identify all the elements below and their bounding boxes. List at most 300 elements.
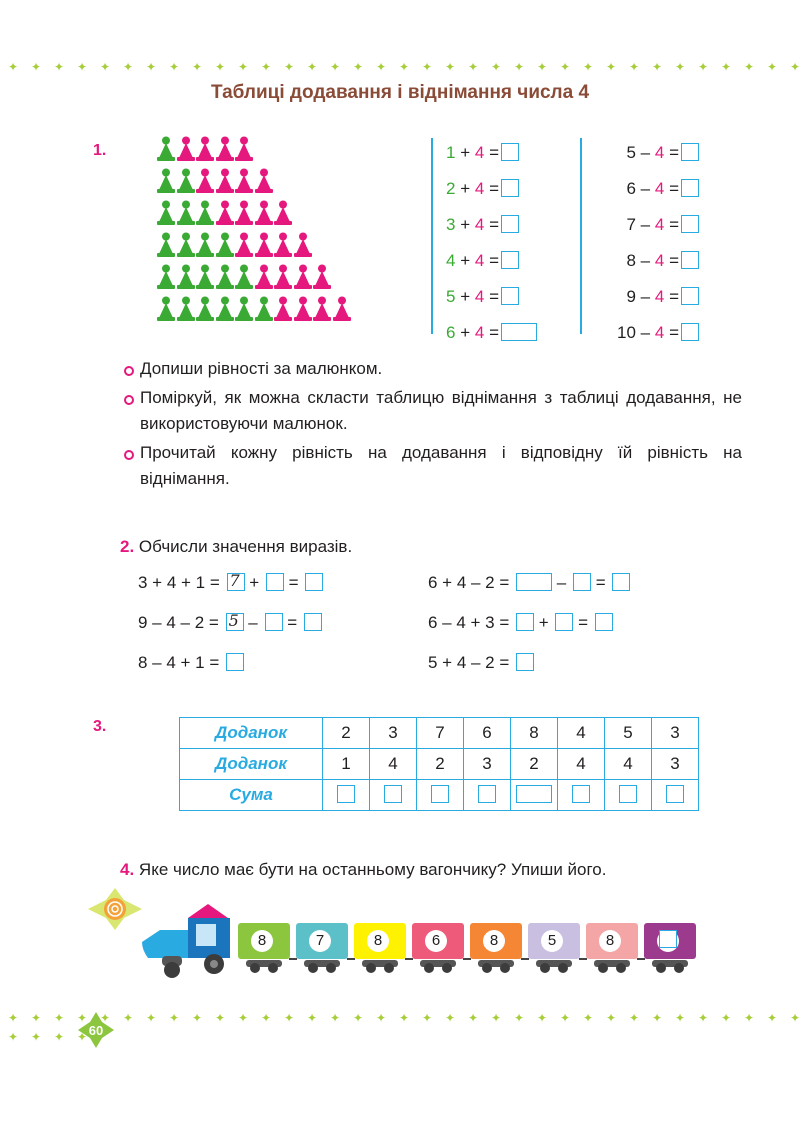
answer-box[interactable] [501,143,519,161]
star-decoration: ✦ [698,60,709,74]
table-row [180,780,699,811]
equals: = [489,179,500,198]
green-pawn-icon [234,264,254,290]
star-decoration: ✦ [514,60,525,74]
pink-pawn-icon [215,168,235,194]
green-pawn-icon [215,264,235,290]
star-decoration: ✦ [399,60,410,74]
answer-box[interactable] [431,785,449,803]
operator: + [460,143,471,162]
locomotive [140,900,240,980]
operator: + [460,287,471,306]
star-decoration: ✦ [123,1011,134,1025]
answer-box[interactable] [619,785,637,803]
pink-pawn-icon [254,232,274,258]
wagon-number: 5 [541,930,563,952]
expression-1 [138,573,323,593]
table-row [180,718,699,749]
maze-icon [86,886,144,932]
operator: – [640,251,651,270]
star-decoration: ✦ [445,1011,456,1025]
addition-equation [446,178,519,200]
bottom-star-border [0,1011,800,1025]
task2-number: 2. [120,537,135,556]
green-pawn-icon [195,200,215,226]
pink-pawn-icon [293,232,313,258]
green-pawn-icon [234,296,254,322]
star-decoration: ✦ [146,60,157,74]
green-pawn-icon [156,296,176,322]
star-decoration: ✦ [330,60,341,74]
operator: = [287,613,298,632]
expression-text: 3 + 4 + 1 = [138,573,220,592]
row-label: Сума [180,780,323,811]
wagon [470,923,522,959]
star-decoration: ✦ [169,1011,180,1025]
expression-5 [428,613,613,633]
pink-pawn-icon [273,232,293,258]
table-cell: 3 [652,749,699,780]
operand-b: 4 [474,179,485,198]
operand-b: 4 [654,323,665,342]
star-decoration: ✦ [698,1011,709,1025]
green-pawn-icon [215,296,235,322]
wagon-number: 8 [599,930,621,952]
wagon [296,923,348,959]
wagon-wheels [238,958,290,974]
star-decoration: ✦ [376,1011,387,1025]
star-decoration: ✦ [606,60,617,74]
pink-pawn-icon [234,200,254,226]
pink-pawn-icon [273,264,293,290]
table-cell: 4 [370,749,417,780]
pink-pawn-icon [293,264,313,290]
star-decoration: ✦ [8,1030,19,1044]
star-decoration: ✦ [790,60,800,74]
answer-box[interactable] [595,613,613,631]
table-cell: 6 [464,718,511,749]
page-title: Таблиці додавання і віднімання числа 4 [210,82,590,103]
answer-box[interactable] [681,323,699,341]
star-decoration: ✦ [123,60,134,74]
pink-pawn-icon [234,168,254,194]
wagon-answer[interactable] [657,930,679,952]
operator: + [460,215,471,234]
subtraction-equation [626,214,699,236]
answer-box[interactable] [555,613,573,631]
pink-pawn-icon [195,168,215,194]
subtraction-equation [617,322,699,344]
star-decoration: ✦ [100,60,111,74]
operand-b: 4 [474,287,485,306]
task1-number: 1. [93,142,107,159]
table-cell: 7 [417,718,464,749]
wagon-coupling [637,958,645,960]
sum-cell[interactable] [370,780,417,811]
equals: = [489,143,500,162]
answer-box[interactable] [612,573,630,591]
green-pawn-icon [176,232,196,258]
pink-pawn-icon [293,296,313,322]
instruction-item: Прочитай кожну рівність на додавання і відповідну їй рівність на віднімання. [122,440,742,492]
answer-box[interactable] [516,573,552,591]
handwritten-answer: 7 [229,571,240,590]
star-decoration: ✦ [767,1011,778,1025]
task4-text: Яке число має бути на останньому вагончику? Упиши його. [138,860,607,879]
pink-pawn-icon [273,296,293,322]
wagon-wheels [586,958,638,974]
table-cell: 3 [464,749,511,780]
operator: + [538,613,549,632]
star-decoration: ✦ [192,1011,203,1025]
task1-instructions [122,356,742,495]
wagon-coupling [521,958,529,960]
star-decoration: ✦ [238,1011,249,1025]
star-decoration: ✦ [307,1011,318,1025]
wagon-wheels [470,958,522,974]
star-decoration: ✦ [606,1011,617,1025]
star-decoration: ✦ [537,60,548,74]
operand-a: 1 [446,143,456,162]
green-pawn-icon [176,264,196,290]
expression-6 [428,653,534,673]
table-cell: 2 [417,749,464,780]
addition-equation [446,214,519,236]
wagon [528,923,580,959]
pink-pawn-icon [215,136,235,162]
star-decoration: ✦ [261,1011,272,1025]
task2-heading [120,537,352,557]
star-decoration: ✦ [284,60,295,74]
star-decoration: ✦ [721,1011,732,1025]
expression-text: 8 – 4 + 1 = [138,653,220,672]
green-pawn-icon [195,296,215,322]
wagon [586,923,638,959]
operand-b: 4 [474,215,485,234]
expression-text: 9 – 4 – 2 = [138,613,219,632]
operator: = [578,613,589,632]
subtraction-equation [626,250,699,272]
star-decoration: ✦ [169,60,180,74]
equals: = [669,323,679,342]
star-decoration: ✦ [468,1011,479,1025]
pink-pawn-icon [176,136,196,162]
answer-box[interactable] [501,323,537,341]
pink-pawn-icon [234,232,254,258]
table-cell: 2 [511,749,558,780]
star-decoration: ✦ [54,1011,65,1025]
wagon-coupling [405,958,413,960]
star-decoration: ✦ [54,1030,65,1044]
answer-box[interactable] [666,785,684,803]
wagon-number: 7 [309,930,331,952]
operator: – [640,143,651,162]
answer-box[interactable] [227,573,245,591]
operand-b: 4 [654,179,665,198]
row-label: Доданок [180,718,323,749]
operand-b: 4 [654,287,665,306]
table-cell: 8 [511,718,558,749]
addition-equation [446,286,519,308]
answer-box[interactable] [384,785,402,803]
star-decoration: ✦ [215,60,226,74]
star-decoration: ✦ [744,1011,755,1025]
star-decoration: ✦ [675,60,686,74]
star-decoration: ✦ [77,1011,88,1025]
bottom-star-border-2 [0,1030,90,1044]
star-decoration: ✦ [8,1011,19,1025]
pink-pawn-icon [312,264,332,290]
pink-pawn-icon [254,168,274,194]
star-decoration: ✦ [675,1011,686,1025]
table-cell: 1 [323,749,370,780]
operand-a: 6 [446,323,456,342]
star-decoration: ✦ [537,1011,548,1025]
subtraction-equation [626,142,699,164]
star-decoration: ✦ [77,60,88,74]
green-pawn-icon [156,264,176,290]
wagon-number: 8 [251,930,273,952]
sum-cell[interactable] [558,780,605,811]
operator: – [640,215,651,234]
star-decoration: ✦ [54,60,65,74]
green-pawn-icon [156,200,176,226]
equals: = [489,251,500,270]
star-decoration: ✦ [399,1011,410,1025]
star-decoration: ✦ [583,1011,594,1025]
operator: – [556,573,567,592]
handwritten-answer: 5 [228,611,239,630]
star-decoration: ✦ [376,60,387,74]
table-cell: 5 [605,718,652,749]
addition-equation [446,250,519,272]
answer-box[interactable] [516,785,552,803]
answer-box[interactable] [501,215,519,233]
operand-b: 4 [654,215,665,234]
operand-a: 6 [626,179,636,198]
operator: = [288,573,299,592]
star-decoration: ✦ [238,60,249,74]
answer-box[interactable] [681,287,699,305]
table-cell: 4 [605,749,652,780]
operand-a: 5 [446,287,456,306]
star-decoration: ✦ [215,1011,226,1025]
page-number: 60 [88,1023,104,1038]
expression-4 [428,573,630,593]
wagon-number: 8 [367,930,389,952]
answer-box[interactable] [573,573,591,591]
operand-a: 10 [617,323,636,342]
operand-b: 4 [654,251,665,270]
wagon-coupling [579,958,587,960]
answer-box[interactable] [516,613,534,631]
answer-box[interactable] [304,613,322,631]
operand-a: 9 [626,287,636,306]
operator: + [249,573,260,592]
table-cell: 3 [652,718,699,749]
answer-box[interactable] [681,251,699,269]
expression-text: 6 – 4 + 3 = [428,613,510,632]
equals: = [489,287,500,306]
green-pawn-icon [195,232,215,258]
expression-text: 5 + 4 – 2 = [428,653,510,672]
answer-box[interactable] [501,179,519,197]
answer-box[interactable] [226,613,244,631]
instruction-item: Поміркуй, як можна скласти таблицю віднімання з таблиці додавання, не використовуючи малюнок. [122,385,742,437]
instruction-item: Допиши рівності за малюнком. [122,356,742,382]
wagon [644,923,696,959]
star-decoration: ✦ [353,1011,364,1025]
operand-b: 4 [474,143,485,162]
operand-a: 3 [446,215,456,234]
page-number-badge [78,1012,114,1048]
star-decoration: ✦ [31,1030,42,1044]
star-decoration: ✦ [652,60,663,74]
sum-cell[interactable] [511,780,558,811]
star-decoration: ✦ [77,1030,88,1044]
task4-heading [120,860,607,880]
star-decoration: ✦ [100,1011,111,1025]
addition-table-task3 [179,717,699,811]
equals: = [489,215,500,234]
operator: – [640,287,651,306]
expression-3 [138,653,244,673]
operator: – [248,613,258,632]
pink-pawn-icon [254,264,274,290]
task4-number: 4. [120,860,135,879]
pink-pawn-icon [273,200,293,226]
pink-pawn-icon [332,296,352,322]
answer-box[interactable] [226,653,244,671]
pink-pawn-icon [254,200,274,226]
pink-pawn-icon [312,296,332,322]
star-decoration: ✦ [721,60,732,74]
green-pawn-icon [156,136,176,162]
wagon-number: 8 [483,930,505,952]
star-decoration: ✦ [445,60,456,74]
star-decoration: ✦ [491,1011,502,1025]
top-star-border [0,60,800,74]
star-decoration: ✦ [31,1011,42,1025]
answer-box[interactable] [681,143,699,161]
star-decoration: ✦ [629,60,640,74]
addition-equation [446,142,519,164]
operator: – [640,323,651,342]
star-decoration: ✦ [491,60,502,74]
operand-a: 8 [626,251,636,270]
answer-box[interactable] [337,785,355,803]
equals: = [489,323,500,342]
green-pawn-icon [176,200,196,226]
operand-a: 5 [626,143,636,162]
operand-b: 4 [474,251,485,270]
operand-b: 4 [654,143,665,162]
wagon [412,923,464,959]
subtraction-equation [626,178,699,200]
operand-b: 4 [474,323,485,342]
pink-pawn-icon [215,200,235,226]
answer-box[interactable] [501,251,519,269]
star-decoration: ✦ [31,60,42,74]
table-cell: 4 [558,749,605,780]
subtraction-equation [626,286,699,308]
star-decoration: ✦ [353,60,364,74]
operator: + [460,251,471,270]
star-decoration: ✦ [560,1011,571,1025]
sum-cell[interactable] [323,780,370,811]
addition-equation [446,322,537,344]
star-decoration: ✦ [514,1011,525,1025]
subtraction-column-line [580,138,582,334]
addition-column-line [431,138,433,334]
star-decoration: ✦ [330,1011,341,1025]
star-decoration: ✦ [307,60,318,74]
sum-cell[interactable] [464,780,511,811]
equals: = [669,287,679,306]
answer-box[interactable] [501,287,519,305]
wagon-coupling [463,958,471,960]
answer-box[interactable] [516,653,534,671]
green-pawn-icon [215,232,235,258]
star-decoration: ✦ [284,1011,295,1025]
green-pawn-icon [176,168,196,194]
task2-text: Обчисли значення виразів. [138,537,353,556]
wagon-wheels [354,958,406,974]
sum-cell[interactable] [652,780,699,811]
star-decoration: ✦ [767,60,778,74]
answer-box[interactable] [572,785,590,803]
star-decoration: ✦ [468,60,479,74]
answer-box[interactable] [681,179,699,197]
answer-box[interactable] [265,613,283,631]
operator: – [640,179,651,198]
answer-box[interactable] [681,215,699,233]
answer-box[interactable] [266,573,284,591]
wagon-coupling [347,958,355,960]
sum-cell[interactable] [417,780,464,811]
wagon-coupling [289,958,297,960]
operand-a: 2 [446,179,456,198]
pink-pawn-icon [195,136,215,162]
wagon-wheels [644,958,696,974]
star-decoration: ✦ [744,60,755,74]
star-decoration: ✦ [629,1011,640,1025]
green-pawn-icon [176,296,196,322]
wagon [354,923,406,959]
sum-cell[interactable] [605,780,652,811]
operator: + [460,179,471,198]
table-cell: 2 [323,718,370,749]
table-cell: 3 [370,718,417,749]
wagon [238,923,290,959]
star-decoration: ✦ [583,60,594,74]
table-row [180,749,699,780]
expression-text: 6 + 4 – 2 = [428,573,510,592]
star-decoration: ✦ [422,60,433,74]
wagon-number: 6 [425,930,447,952]
answer-box[interactable] [478,785,496,803]
green-pawn-icon [254,296,274,322]
operand-a: 7 [626,215,636,234]
wagon-wheels [296,958,348,974]
answer-box[interactable] [305,573,323,591]
equals: = [669,251,679,270]
green-pawn-icon [156,168,176,194]
row-label: Доданок [180,749,323,780]
answer-box[interactable] [659,930,677,948]
wagon-wheels [528,958,580,974]
pink-pawn-icon [234,136,254,162]
